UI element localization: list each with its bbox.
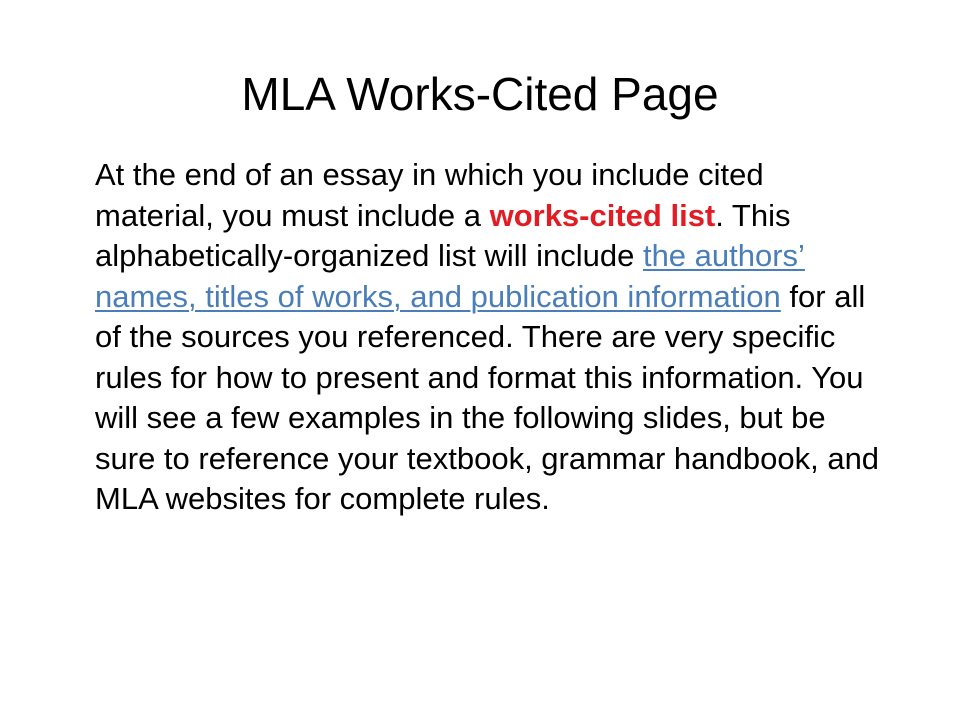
body-paragraph — [95, 155, 885, 520]
slide-title: MLA Works-Cited Page — [241, 68, 719, 120]
paragraph-text-end: for all of the sources you referenced. There are very specific rules for how to present and format this information. You will see a few examples in the following slides, but be sure to reference your textbook, grammar handbook, and MLA websites for complete rules. — [95, 278, 880, 516]
paragraph-text-middle: . This alphabetically-organized list will include — [95, 197, 791, 273]
works-cited-list-highlight: works-cited list — [489, 197, 716, 233]
citation-elements-link[interactable]: the authors’ names, titles of works, and publication information — [95, 238, 805, 314]
paragraph-text-intro: At the end of an essay in which you include cited material, you must include a — [95, 157, 764, 233]
